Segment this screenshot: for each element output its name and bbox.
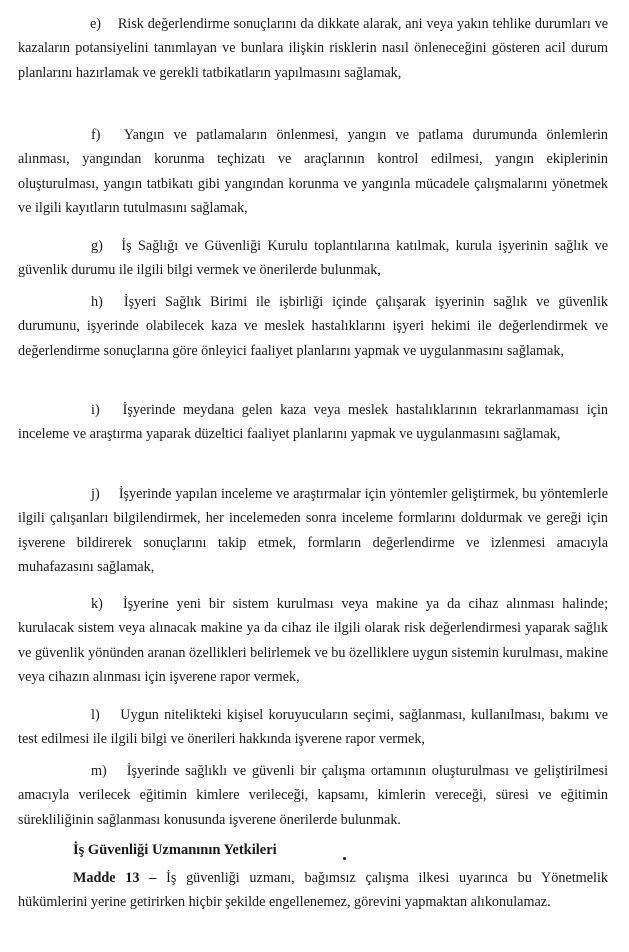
item-text: Yangın ve patlamaların önlenmesi, yangın ve patlama durumunda önlemlerin alınması, yangından korunma teçhizatı ve araçlarının kontrol edilmesi, yangın ekiplerinin oluşturulması, yangın tatbikatı gibi yangından korunma ve yangınla mücadele çalışmalarını yönetmek ve ilgili kayıtların tutulmasını sağlamak, — [18, 127, 608, 217]
list-item — [18, 398, 608, 447]
item-text: İşyerinde yapılan inceleme ve araştırmalar için yöntemler geliştirmek, bu yöntemlerle ilgili çalışanları bilgilendirmek, her incelemeden sonra inceleme formlarını doldurmak ve gereği için işverene bildirerek sonuçlarını takip etmek, formların değerlendirme ve izlenmesi amacıyla muhafazasını sağlamak, — [18, 486, 609, 576]
list-item — [18, 703, 608, 752]
section-heading: İş Güvenliği Uzmanının Yetkileri — [73, 842, 277, 858]
item-text: İş Sağlığı ve Güvenliği Kurulu toplantılarına katılmak, kurula işyerinin sağlık ve güvenlik durumu ile ilgili bilgi vermek ve önerilerde bulunmak, — [18, 238, 609, 279]
article-text: İş güvenliği uzmanı, bağımsız çalışma ilkesi uyarınca bu Yönetmelik hükümlerini yerine getirirken hiçbir şekilde engellenemez, görevini yapmaktan alıkonulamaz. — [18, 870, 608, 911]
article-label: Madde 13 – — [73, 870, 157, 886]
item-label: k) — [91, 596, 103, 612]
list-item — [18, 482, 608, 580]
list-item — [18, 290, 608, 363]
item-label: h) — [91, 294, 103, 310]
list-item — [18, 12, 608, 85]
item-label: m) — [91, 763, 107, 779]
item-label: l) — [91, 707, 100, 723]
item-label: g) — [91, 238, 103, 254]
item-text: İşyeri Sağlık Birimi ile işbirliği içinde çalışarak işyerinin sağlık ve güvenlik durumunu, işyerinde olabilecek kaza ve meslek hastalıklarını işyeri hekimi ile değerlendirmek ve değerlendirme sonuçlarına göre önleyici faaliyet planlarını yapmak ve uygulanmasını sağlamak, — [18, 294, 608, 359]
list-item — [18, 123, 608, 221]
article-paragraph — [18, 866, 608, 915]
item-label: i) — [91, 402, 100, 418]
item-text: Risk değerlendirme sonuçlarını da dikkate alarak, ani veya yakın tehlike durumları ve kazaların potansiyelini tanımlayan ve bunlara ilişkin risklerin nasıl önleneceğini gösteren acil durum planlarını hazırlamak ve gerekli tatbikatların yapılmasını sağlamak, — [18, 16, 608, 81]
list-item — [18, 592, 608, 690]
item-text: Uygun nitelikteki kişisel koruyucuların seçimi, sağlanması, kullanılması, bakımı ve test edilmesi ile ilgili bilgi ve önerileri hakkında işverene rapor vermek, — [18, 707, 609, 748]
list-item — [18, 234, 608, 283]
item-text: İşyerinde sağlıklı ve güvenli bir çalışma ortamının oluşturulması ve geliştirilmesi amacıyla verilecek eğitimin kimlere verileceği, kapsamı, kimlerin vereceği, süresi ve eğitimin sürekliliğinin sağlanması konusunda işverene önerilerde bulunmak. — [18, 763, 609, 828]
item-text: İşyerine yeni bir sistem kurulması veya makine ya da cihaz alınması halinde; kurulacak sistem veya alınacak makine ya da cihaz ile ilgili olarak risk değerlendirmesi yaparak sağlık ve güvenlik yönünden aranan özellikleri belirlemek ve bu özelliklere uygun sistemin kurulması, makine veya cihazın alınması için işverene rapor vermek, — [18, 596, 609, 686]
list-item — [18, 759, 608, 832]
item-label: j) — [91, 486, 100, 502]
item-text: İşyerinde meydana gelen kaza veya meslek hastalıklarının tekrarlanmaması için inceleme ve araştırma yaparak düzeltici faaliyet planlarını yapmak ve uygulanmasını sağlamak, — [18, 402, 608, 443]
item-label: e) — [90, 16, 102, 32]
scan-speck — [343, 857, 346, 860]
item-label: f) — [91, 127, 101, 143]
